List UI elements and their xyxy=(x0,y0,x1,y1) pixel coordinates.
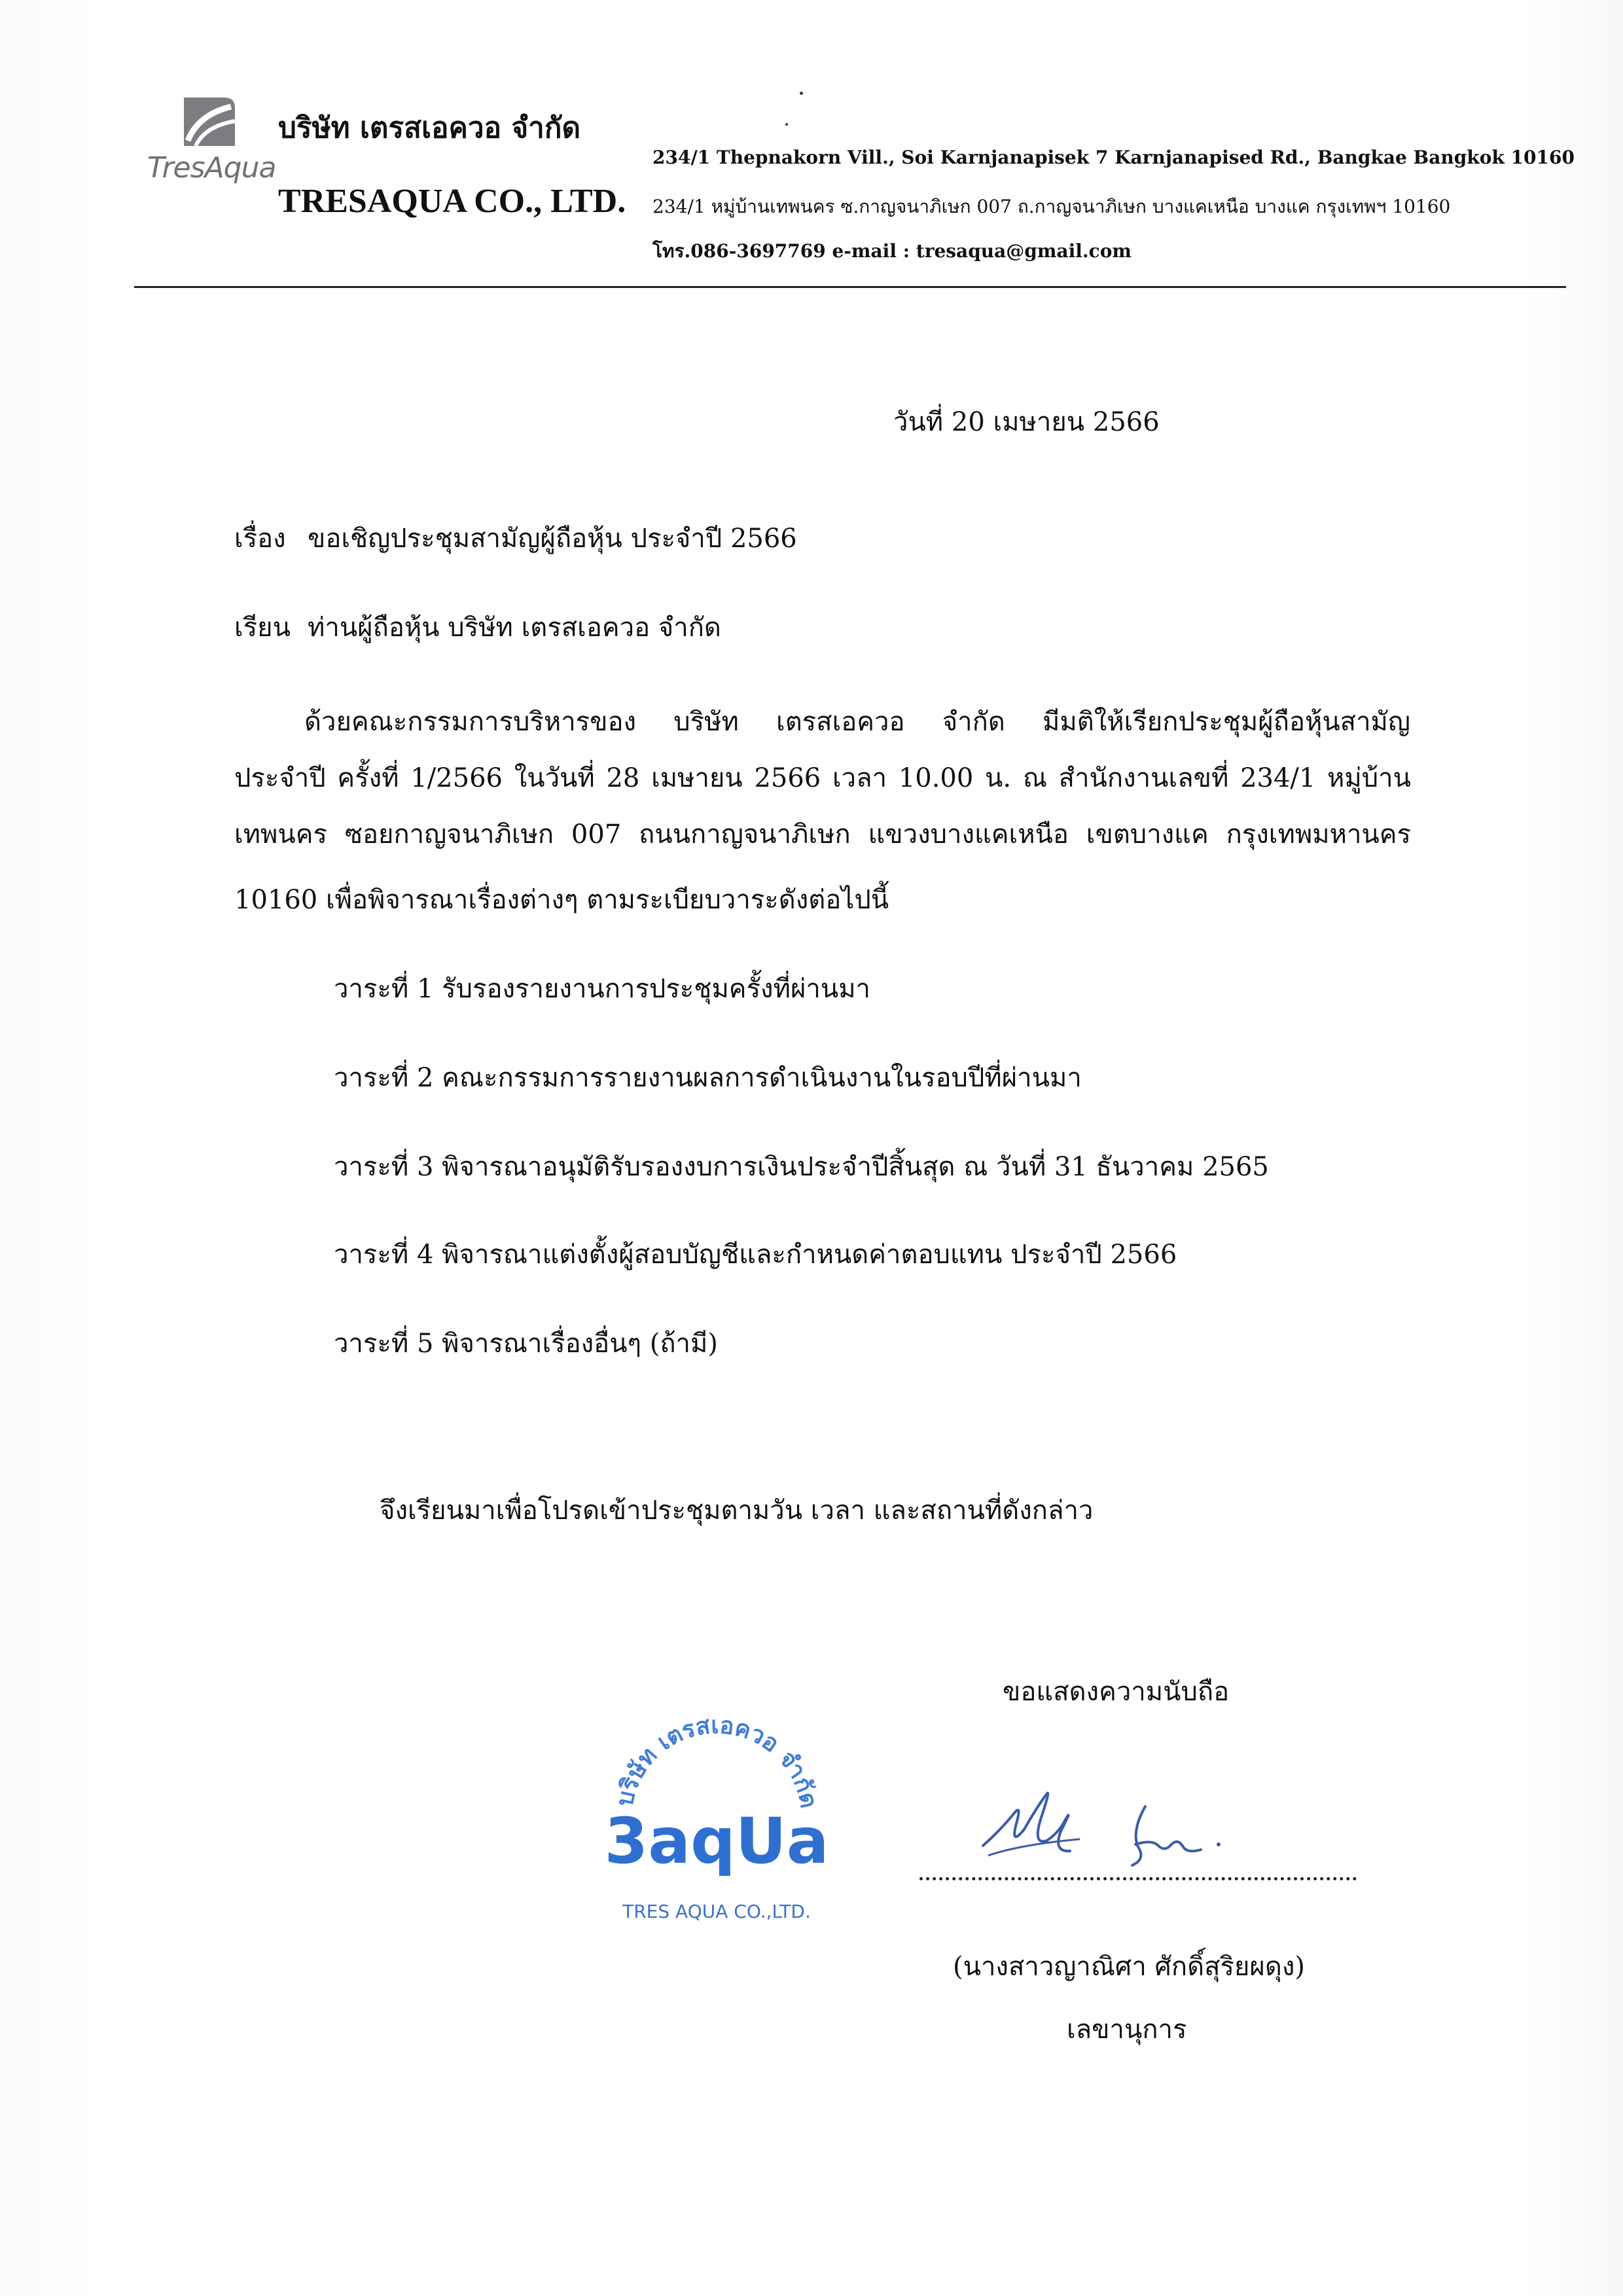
signature-line xyxy=(919,1877,1357,1880)
agenda-item: วาระที่ 5 พิจารณาเรื่องอื่นๆ (ถ้ามี) xyxy=(334,1329,718,1359)
regards-text: ขอแสดงความนับถือ xyxy=(1003,1677,1230,1707)
recipient-label: เรียน xyxy=(234,613,291,643)
agenda-item: วาระที่ 1 รับรองรายงานการประชุมครั้งที่ผ่านมา xyxy=(334,974,871,1004)
letterhead-divider xyxy=(134,286,1566,288)
letter-date: วันที่ 20 เมษายน 2566 xyxy=(893,407,1160,437)
subject-text: ขอเชิญประชุมสามัญผู้ถือหุ้น ประจำปี 2566 xyxy=(308,524,797,554)
logo-wordmark: TresAqua xyxy=(147,151,276,185)
body-line: 10160 เพื่อพิจารณาเรื่องต่างๆ ตามระเบียบวาระดังต่อไปนี้ xyxy=(234,885,889,915)
recipient-text: ท่านผู้ถือหุ้น บริษัท เตรสเอควอ จำกัด xyxy=(308,613,721,643)
signer-position: เลขานุการ xyxy=(1067,2015,1187,2045)
handwritten-signature xyxy=(975,1767,1237,1885)
svg-text:3aqUa: 3aqUa xyxy=(604,1804,829,1878)
closing-sentence: จึงเรียนมาเพื่อโปรดเข้าประชุมตามวัน เวลา และสถานที่ดังกล่าว xyxy=(380,1496,1094,1526)
agenda-item: วาระที่ 2 คณะกรรมการรายงานผลการดำเนินงานในรอบปีที่ผ่านมา xyxy=(334,1063,1082,1093)
logo-mark-icon xyxy=(179,95,239,149)
body-line: เทพนคร ซอยกาญจนาภิเษก 007 ถนนกาญจนาภิเษก แขวงบางแคเหนือ เขตบางแค กรุงเทพมหานคร xyxy=(234,819,1411,850)
company-logo xyxy=(147,95,276,187)
subject-label: เรื่อง xyxy=(234,524,286,554)
company-name-english: TRESAQUA CO., LTD. xyxy=(278,183,626,220)
svg-text:TRES AQUA CO.,LTD.: TRES AQUA CO.,LTD. xyxy=(622,1901,811,1922)
scan-speck xyxy=(800,92,803,95)
contact-info: โทร.086-3697769 e-mail : tresaqua@gmail.com xyxy=(652,240,1132,262)
company-name-thai: บริษัท เตรสเอควอ จำกัด xyxy=(278,111,581,145)
address-english: 234/1 Thepnakorn Vill., Soi Karnjanapisek 7 Karnjanapised Rd., Bangkae Bangkok 10160 xyxy=(652,147,1575,168)
body-line: ด้วยคณะกรรมการบริหารของ บริษัท เตรสเอควอ จำกัด มีมติให้เรียกประชุมผู้ถือหุ้นสามัญ xyxy=(304,707,1410,737)
agenda-item: วาระที่ 4 พิจารณาแต่งตั้งผู้สอบบัญชีและกำหนดค่าตอบแทน ประจำปี 2566 xyxy=(334,1240,1177,1270)
agenda-item: วาระที่ 3 พิจารณาอนุมัติรับรองงบการเงินประจำปีสิ้นสุด ณ วันที่ 31 ธันวาคม 2565 xyxy=(334,1152,1269,1182)
scan-speck xyxy=(785,123,788,126)
address-thai: 234/1 หมู่บ้านเทพนคร ซ.กาญจนาภิเษก 007 ถ.กาญจนาภิเษก บางแคเหนือ บางแค กรุงเทพฯ 10160 xyxy=(652,196,1451,217)
company-stamp-seal xyxy=(592,1687,841,1936)
svg-text:บริษัท เตรสเอควอ จำกัด: บริษัท เตรสเอควอ จำกัด xyxy=(611,1712,823,1810)
body-line: ประจำปี ครั้งที่ 1/2566 ในวันที่ 28 เมษายน 2566 เวลา 10.00 น. ณ สำนักงานเลขที่ 234/1 หมู่บ้าน xyxy=(234,763,1411,793)
signer-name: (นางสาวญาณิศา ศักดิ์สุริยผดุง) xyxy=(953,1952,1305,1982)
